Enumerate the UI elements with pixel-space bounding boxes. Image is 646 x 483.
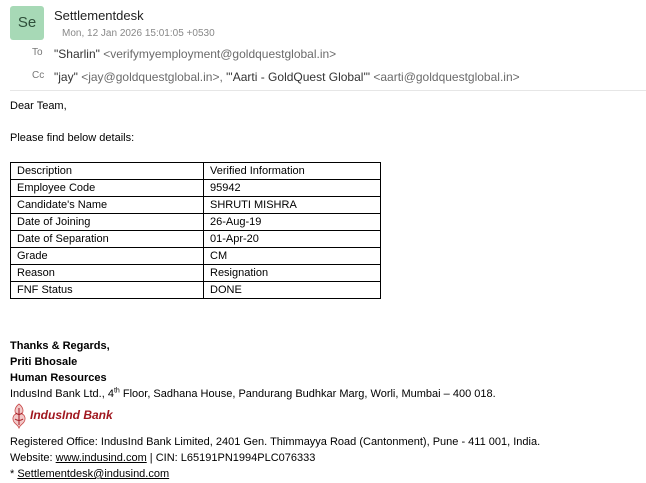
table-row — [11, 282, 381, 299]
verification-table — [10, 162, 381, 299]
address-part: IndusInd Bank Ltd., 4 — [10, 388, 114, 400]
indusind-logo-icon — [10, 403, 28, 429]
table-cell: SHRUTI MISHRA — [204, 197, 381, 214]
table-cell: Date of Separation — [11, 231, 204, 248]
address-superscript: th — [113, 387, 120, 395]
table-row — [11, 265, 381, 282]
cc-address-1: <jay@goldquestglobal.in>, — [81, 70, 223, 84]
signature-name: Priti Bhosale — [10, 356, 78, 368]
header-divider — [10, 90, 646, 91]
table-cell: FNF Status — [11, 282, 204, 299]
table-cell: DONE — [204, 282, 381, 299]
table-cell: Grade — [11, 248, 204, 265]
website-link[interactable]: www.indusind.com — [55, 452, 147, 464]
table-row — [11, 197, 381, 214]
bullet: * — [10, 468, 18, 480]
intro-text: Please find below details: — [10, 132, 135, 144]
table-row — [11, 231, 381, 248]
table-row — [11, 214, 381, 231]
greeting: Dear Team, — [10, 100, 67, 112]
to-label: To — [32, 47, 43, 58]
table-cell: Date of Joining — [11, 214, 204, 231]
table-cell: Employee Code — [11, 180, 204, 197]
table-header-cell: Verified Information — [204, 163, 381, 180]
cc-name-1: "jay" — [54, 70, 78, 84]
table-row — [11, 248, 381, 265]
email-line — [10, 467, 169, 481]
table-cell: Candidate's Name — [11, 197, 204, 214]
indusind-logo-text: IndusInd Bank — [30, 408, 113, 422]
signature-department: Human Resources — [10, 372, 107, 384]
table-cell: 95942 — [204, 180, 381, 197]
email-header — [0, 0, 646, 92]
sender-name[interactable]: Settlementdesk — [54, 8, 144, 23]
to-name: "Sharlin" — [54, 47, 100, 61]
table-cell: 26-Aug-19 — [204, 214, 381, 231]
table-header-row — [11, 163, 381, 180]
signature-closing: Thanks & Regards, — [10, 340, 110, 352]
settlementdesk-email-link[interactable]: Settlementdesk@indusind.com — [17, 468, 170, 480]
to-recipient[interactable] — [54, 47, 336, 61]
cc-name-2: "'Aarti - GoldQuest Global'" — [226, 70, 370, 84]
address-part: Floor, Sadhana House, Pandurang Budhkar Marg, Worli, Mumbai – 400 018. — [119, 388, 496, 400]
table-row — [11, 180, 381, 197]
cc-label: Cc — [32, 70, 45, 81]
to-address: <verifymyemployment@goldquestglobal.in> — [103, 47, 337, 61]
signature-address — [10, 387, 496, 401]
cc-address-2: <aarti@goldquestglobal.in> — [373, 70, 520, 84]
table-cell: 01-Apr-20 — [204, 231, 381, 248]
website-label: Website: — [10, 452, 56, 464]
table-cell: Resignation — [204, 265, 381, 282]
email-date: Mon, 12 Jan 2026 15:01:05 +0530 — [62, 28, 215, 39]
table-header-cell: Description — [11, 163, 204, 180]
registered-office: Registered Office: IndusInd Bank Limited, 2401 Gen. Thimmayya Road (Cantonment), Pune - 411 001, India. — [10, 436, 541, 448]
sender-avatar: Se — [10, 6, 44, 40]
table-cell: Reason — [11, 265, 204, 282]
cin-text: | CIN: L65191PN1994PLC076333 — [146, 452, 316, 464]
table-cell: CM — [204, 248, 381, 265]
cc-recipients[interactable] — [54, 70, 520, 84]
website-line — [10, 451, 315, 465]
